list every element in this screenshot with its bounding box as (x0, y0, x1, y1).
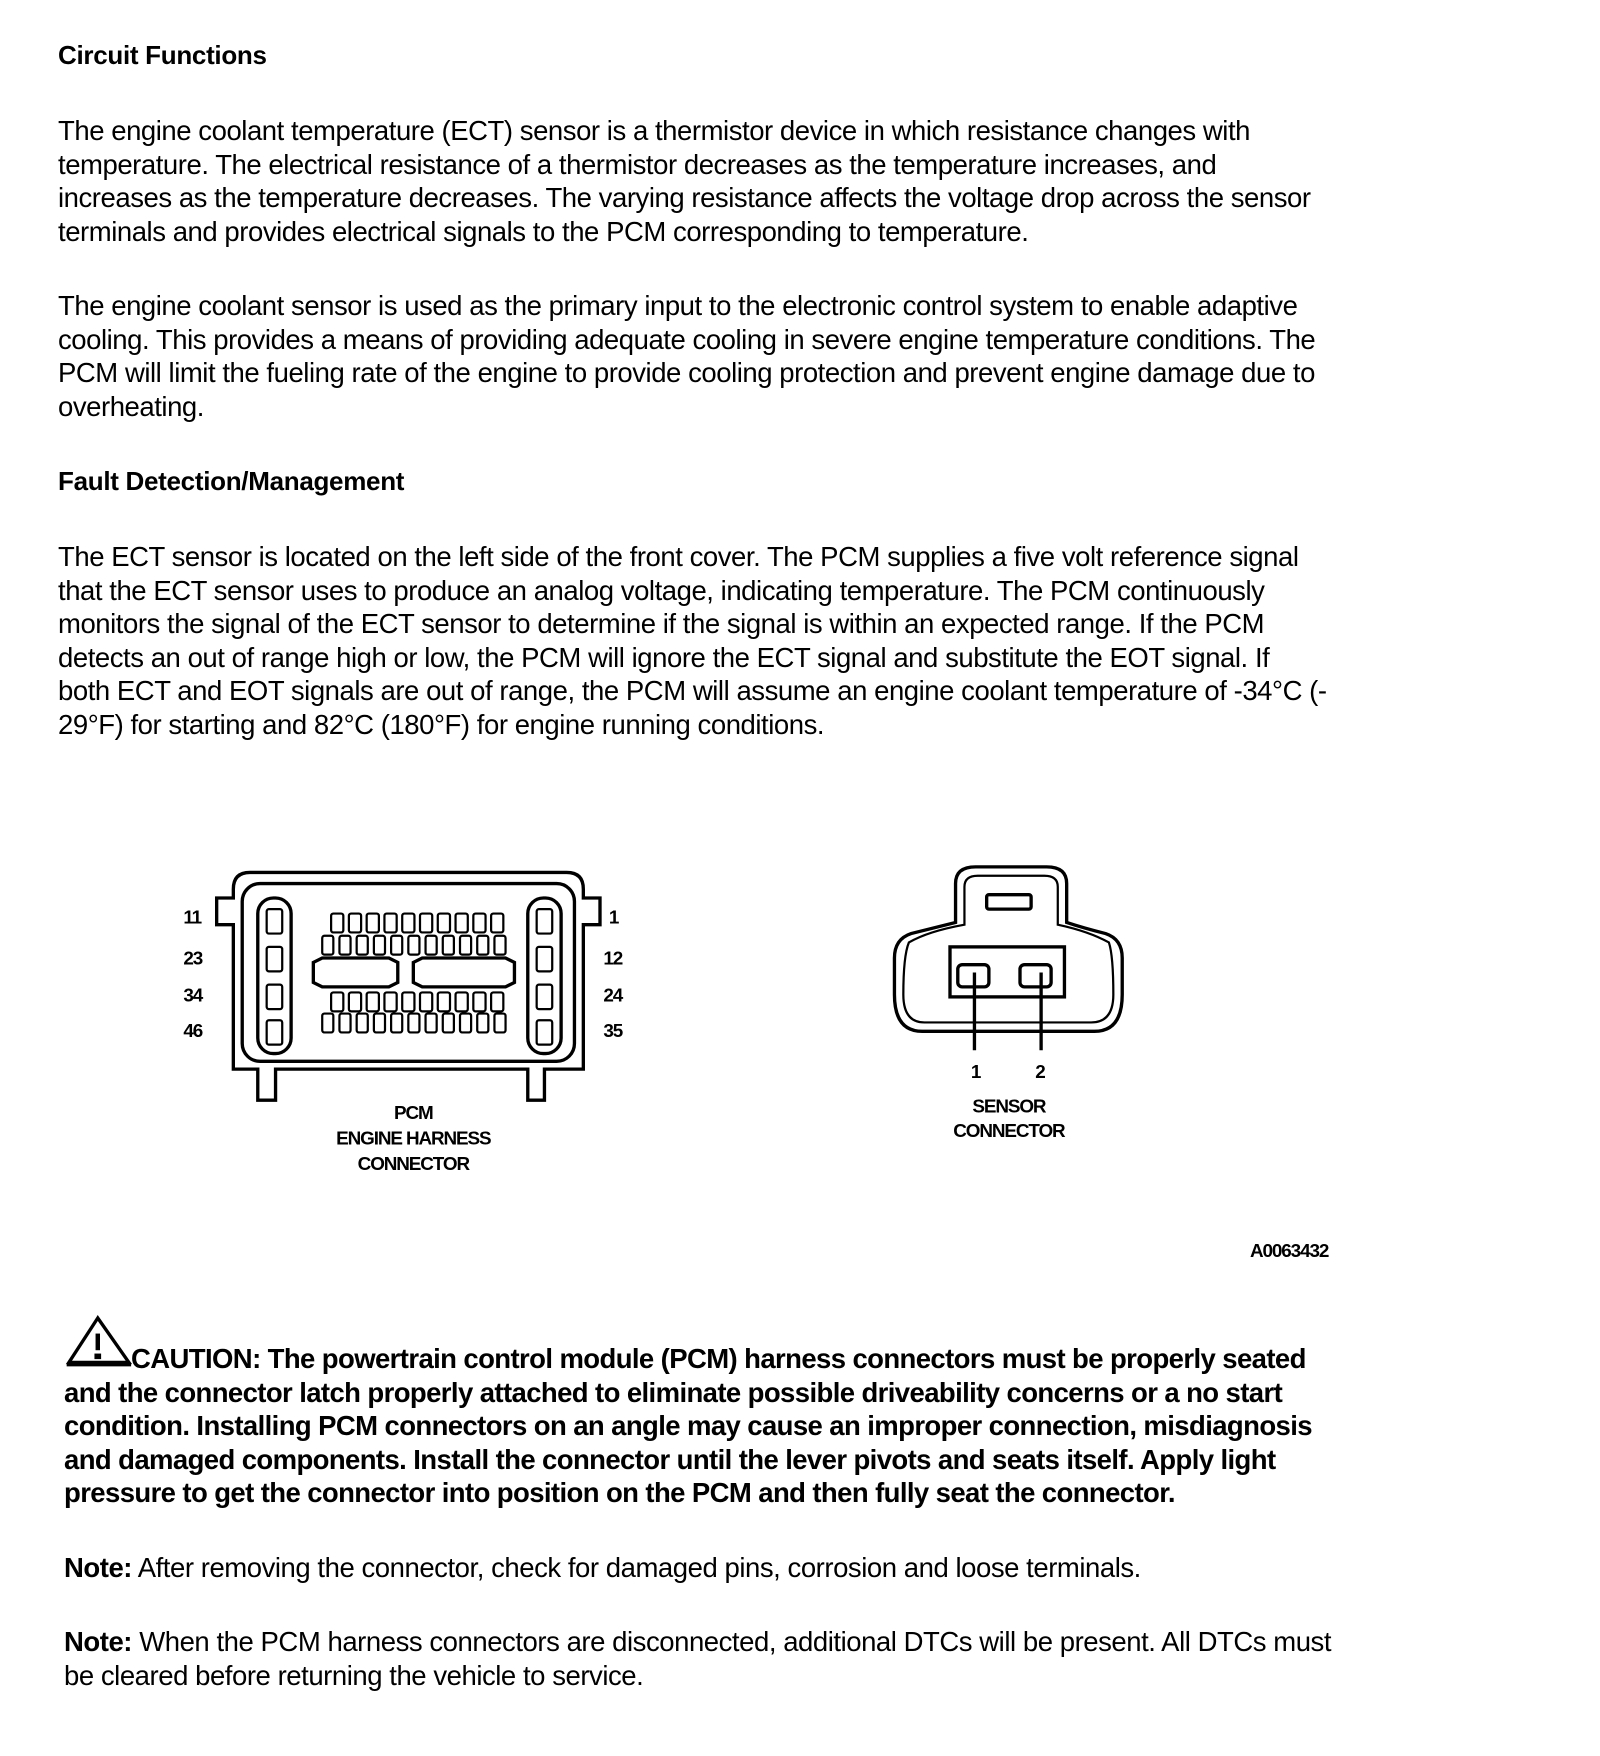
pcm-pin-cavity (349, 914, 361, 933)
pcm-pin-cavity (426, 1014, 437, 1033)
text-line: temperature. The electrical resistance of a thermistor decreases as the temperature increases, and (58, 148, 1217, 180)
pcm-pin-cavity (402, 992, 414, 1011)
pcm-pin-label: 1 (608, 907, 619, 929)
pcm-pin-cavity (443, 1014, 454, 1033)
sensor-pin-label: 1 (970, 1062, 981, 1083)
pcm-pin-cavity (322, 936, 333, 955)
pcm-pin-cavity (494, 1014, 505, 1033)
text-line: cooling. This provides a means of providing adequate cooling in severe engine temperature conditions. The (58, 323, 1316, 355)
pcm-pin-cavity (267, 985, 283, 1009)
note-connector-inspection (64, 1551, 1141, 1585)
text-line: detects an out of range high or low, the PCM will ignore the ECT signal and substitute the EOT signal. If (58, 641, 1270, 673)
pcm-pin-cavity (491, 914, 503, 933)
caution-line: pressure to get the connector into position on the PCM and then fully seat the connector. (64, 1477, 1175, 1508)
pcm-connector-caption (336, 1103, 491, 1175)
pcm-pin-cavity (357, 936, 368, 955)
pcm-pin-numbers (183, 908, 623, 1042)
text-line: 29°F) for starting and 82°C (180°F) for engine running conditions. (58, 708, 825, 740)
note-text: When the PCM harness connectors are disconnected, additional DTCs will be present. All DTCs must (139, 1626, 1332, 1657)
caution-line: and damaged components. Install the connector until the lever pivots and seats itself. Apply light (64, 1443, 1276, 1475)
text-line: The engine coolant temperature (ECT) sensor is a thermistor device in which resistance changes with (58, 115, 1250, 146)
pcm-pin-cavity (408, 936, 419, 955)
pcm-pin-cavity (391, 1014, 402, 1033)
pcm-pin-cavity (408, 1014, 419, 1033)
pcm-pin-cavity (339, 1014, 350, 1033)
pcm-pin-cavity (384, 914, 396, 933)
pcm-pin-cavity (537, 947, 553, 971)
note-text: After removing the connector, check for damaged pins, corrosion and loose terminals. (137, 1552, 1141, 1583)
pcm-pin-cavity (420, 992, 432, 1011)
text-line: that the ECT sensor uses to produce an analog voltage, indicating temperature. The PCM continuously (58, 574, 1265, 606)
caution-line: condition. Installing PCM connectors on an angle may cause an improper connection, misdiagnosis (64, 1410, 1312, 1441)
pcm-pin-cavity (420, 914, 432, 933)
pcm-pin-cavity (357, 1014, 368, 1033)
caution-line: and the connector latch properly attached to eliminate possible driveability concerns or a no start (64, 1376, 1283, 1408)
note-label: Note: (64, 1626, 133, 1657)
pcm-pin-cavity (267, 909, 283, 933)
text-line: The engine coolant sensor is used as the primary input to the electronic control system to enable adaptive (58, 290, 1298, 321)
pcm-pin-cavity (456, 992, 468, 1011)
note-dtc-clearing (64, 1625, 1331, 1692)
pcm-connector (217, 872, 600, 1100)
pcm-pin-cavity (267, 1020, 283, 1044)
pcm-pin-cavity (443, 936, 454, 955)
pcm-pin-label: 35 (603, 1020, 623, 1042)
caption-line: PCM (394, 1103, 433, 1125)
pcm-pin-cavity (331, 992, 343, 1011)
heading-circuit-functions: Circuit Functions (58, 40, 267, 70)
pcm-pin-cavity (402, 914, 414, 933)
pcm-pin-cavity (367, 992, 379, 1011)
pcm-pin-label: 46 (183, 1020, 203, 1042)
pcm-pin-cavity (537, 909, 553, 933)
pcm-pin-cavity (477, 1014, 488, 1033)
pcm-pin-cavity (537, 985, 553, 1009)
text-line: both ECT and EOT signals are out of range, the PCM will assume an engine coolant temperature of -34°C (- (58, 675, 1327, 706)
pcm-pin-cavity (438, 914, 450, 933)
pcm-pin-cavity (491, 992, 503, 1011)
pcm-pin-cavity (438, 992, 450, 1011)
pcm-pin-cavity (367, 914, 379, 933)
text-line: PCM will limit the fueling rate of the engine to provide cooling protection and prevent engine damage due to (58, 357, 1315, 388)
heading-fault-detection: Fault Detection/Management (58, 466, 405, 496)
pcm-pin-cavity (331, 914, 343, 933)
figure-id: A0063432 (1250, 1240, 1329, 1262)
caption-line: SENSOR (972, 1096, 1046, 1118)
pcm-pin-label: 24 (603, 985, 623, 1007)
pcm-pin-cavity (349, 992, 361, 1011)
note-text: be cleared before returning the vehicle to service. (64, 1659, 644, 1691)
pcm-pin-cavity (477, 936, 488, 955)
text-line: monitors the signal of the ECT sensor to determine if the signal is within an expected range. If the PCM (58, 608, 1265, 639)
pcm-pin-cavity (460, 936, 471, 955)
text-line: terminals and provides electrical signals to the PCM corresponding to temperature. (58, 215, 1029, 247)
text-line: overheating. (58, 390, 204, 422)
caution-block (58, 1342, 1312, 1510)
pcm-pin-cavity (267, 947, 283, 971)
pcm-pin-label: 23 (183, 948, 203, 970)
caption-line: ENGINE HARNESS (336, 1128, 491, 1150)
pcm-pin-cavity (460, 1014, 471, 1033)
sensor-pin-label: 2 (1035, 1062, 1045, 1083)
sensor-connector-labels (953, 1062, 1066, 1142)
caption-line: CONNECTOR (953, 1120, 1065, 1142)
pcm-pin-cavity (374, 1014, 385, 1033)
pcm-pin-cavity (384, 992, 396, 1011)
caution-line: CAUTION: The powertrain control module (PCM) harness connectors must be properly seated (131, 1343, 1306, 1374)
pcm-pin-label: 34 (183, 985, 203, 1007)
text-line: The ECT sensor is located on the left side of the front cover. The PCM supplies a five volt reference signal (58, 541, 1299, 572)
pcm-pin-cavity (494, 936, 505, 955)
pcm-pin-cavity (339, 936, 350, 955)
pcm-pin-cavity (473, 992, 485, 1011)
text-line: increases as the temperature decreases. The varying resistance affects the voltage drop across the sensor (58, 182, 1311, 213)
caption-line: CONNECTOR (357, 1154, 469, 1176)
pcm-pin-cavity (537, 1020, 553, 1044)
pcm-pin-cavity (473, 914, 485, 933)
pcm-pin-label: 11 (183, 907, 202, 929)
pcm-pin-cavity (322, 1014, 333, 1033)
pcm-pin-label: 12 (603, 948, 623, 970)
pcm-pin-cavity (391, 936, 402, 955)
pcm-pin-cavity (456, 914, 468, 933)
pcm-pin-cavity (426, 936, 437, 955)
pcm-pin-cavity (374, 936, 385, 955)
sensor-connector (894, 867, 1122, 1050)
note-label: Note: (64, 1552, 133, 1583)
